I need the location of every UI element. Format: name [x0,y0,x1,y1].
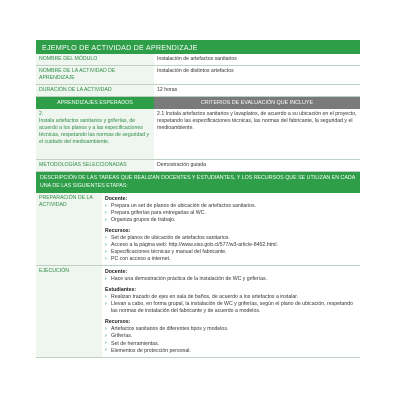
banner-title: EJEMPLO DE ACTIVIDAD DE APRENDIZAJE [36,40,360,54]
methodology-value: Demostración guiada [154,159,360,171]
list-item: › Llevan a cabo, en forma grupal, la instalación de WC y griferías, según el plano de ubicación, respetando las normas de instalación del fabricante y de acuerdo a modelos. [105,301,357,315]
section-title: Recursos: [105,228,131,235]
description-title: DESCRIPCIÓN DE LAS TAREAS QUE REALIZAN DOCENTES Y ESTUDIANTES, Y LOS RECURSOS QUE SE UTILIZAN EN CADA UNA DE LAS SIGUIENTES ETAPAS: [36,172,360,193]
list-item: › Prepara un set de planos de ubicación de artefactos sanitarios. [105,203,357,210]
list-item: › Organiza grupos de trabajo. [105,217,357,224]
activity-name-value: Instalación de distintos artefactos [154,66,360,85]
module-name-value: Instalación de artefactos sanitarios [154,54,360,66]
phase-label: EJECUCIÓN [36,266,102,357]
info-row [36,54,360,66]
list-item: › Hace una demostración práctica de la instalación de WC y griferías. [105,276,357,283]
info-table [36,54,360,172]
duration-value: 12 horas [154,85,360,97]
list-item: › Acceso a la página web: http://www.siss.gob.cl/577/w3-article-8452.html. [105,242,357,249]
list-item: › Especificaciones técnicas y manual del fabricante. [105,249,357,256]
duration-label: DURACIÓN DE LA ACTIVIDAD [36,85,154,97]
methodology-label: METODOLOGÍAS SELECCIONADAS [36,159,154,171]
list-item: › Elementos de protección personal. [105,348,357,355]
section-title: Estudiantes: [105,287,137,294]
list-item: › Griferías. [105,333,357,340]
evaluation-criteria-text: 2.1 Instala artefactos sanitarios y lavaplatos, de acuerdo a su ubicación en el proyecto, respetando las especificaciones técnicas, las normas del fabricante, la seguridad y el medioambiente. [154,109,360,159]
expected-learning-header: APRENDIZAJES ESPERADOS [36,97,154,110]
phase-row-execution [36,266,360,357]
phase-content [102,266,360,357]
methodology-row [36,159,360,171]
bullet-list [105,276,357,283]
list-item: › PC con acceso a internet. [105,256,357,263]
section-title: Docente: [105,269,128,276]
bullet-list [105,326,357,354]
bullet-list [105,235,357,263]
phases-table [36,193,360,357]
phase-content [102,193,360,266]
bullet-list [105,203,357,224]
activity-sheet [36,40,360,358]
module-name-label: NOMBRE DEL MÓDULO [36,54,154,66]
info-row [36,85,360,97]
evaluation-criteria-header: CRITERIOS DE EVALUACIÓN QUE INCLUYE [154,97,360,110]
learning-row [36,109,360,159]
list-item: › Prepara griferías para entregarlas al WC. [105,210,357,217]
phase-label: PREPARACIÓN DE LA ACTIVIDAD [36,193,102,266]
activity-name-label: NOMBRE DE LA ACTIVIDAD DE APRENDIZAJE [36,66,154,85]
bullet-list [105,294,357,315]
list-item: › Realizan trazado de ejes en sala de baños, de acuerdo a los artefactos a instalar. [105,294,357,301]
section-title: Docente: [105,196,128,203]
info-row [36,66,360,85]
list-item: › Artefactos sanitarios de diferentes tipos y modelos. [105,326,357,333]
list-item: › Set de herramientas. [105,341,357,348]
phase-row-preparation [36,193,360,266]
section-title: Recursos: [105,319,131,326]
expected-learning-text: 2. Instala artefactos sanitarios y griferías, de acuerdo a los planos y a las especificaciones técnicas, respetando las normas de seguridad y el cuidado del medioambiente. [36,109,154,159]
learning-header-row [36,97,360,110]
list-item: › Set de planos de ubicación de artefactos sanitarios. [105,235,357,242]
